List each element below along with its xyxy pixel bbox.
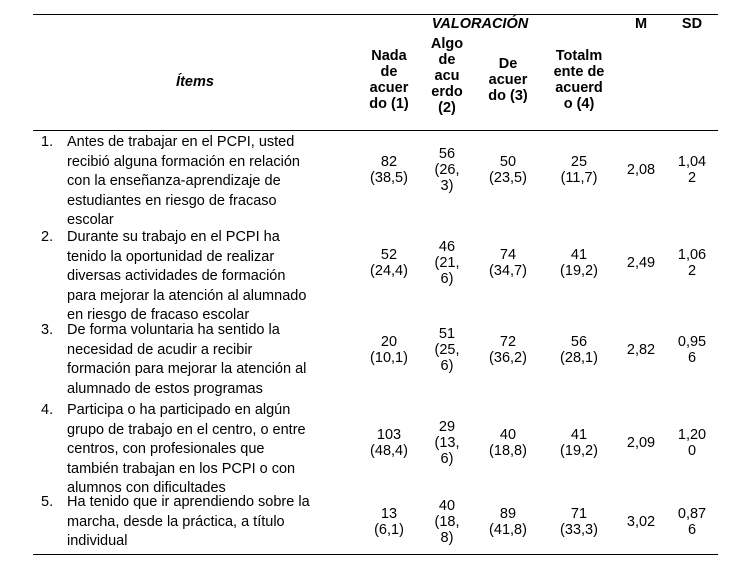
- item-text: De forma voluntaria ha sentido la necesidad de acudir a recibir formación para mejorar la atención al alumnado de estos programas: [67, 322, 307, 397]
- de-cell: 74 (34,7): [489, 247, 527, 279]
- sd-cell: 1,06 2: [677, 247, 707, 279]
- totalmente-cell: 56 (28,1): [560, 334, 598, 366]
- col-header-nada: Nada de acuer do (1): [369, 48, 409, 112]
- m-cell: 2,09: [626, 435, 656, 451]
- item-number: 2.: [41, 229, 54, 245]
- item-number: 3.: [41, 322, 54, 338]
- item-number: 4.: [41, 402, 54, 418]
- m-cell: 3,02: [626, 514, 656, 530]
- col-header-algo: Algo de acu erdo (2): [430, 36, 464, 116]
- item-text: Participa o ha participado en algún grupo de trabajo en el centro, o entre centros, con profesionales que también trabajan en los PCPI o con alumnos con dificultades: [67, 402, 306, 496]
- totalmente-cell: 25 (11,7): [560, 154, 598, 186]
- m-cell: 2,82: [626, 342, 656, 358]
- valoracion-header: VALORACIÓN: [431, 16, 529, 32]
- totalmente-cell: 71 (33,3): [560, 506, 598, 538]
- col-header-totalmente: Totalm ente de acuerd o (4): [553, 48, 605, 112]
- nada-cell: 103 (48,4): [370, 427, 408, 459]
- nada-cell: 52 (24,4): [370, 247, 408, 279]
- bottom-rule: [33, 554, 718, 555]
- top-rule: [33, 14, 718, 15]
- de-cell: 89 (41,8): [489, 506, 527, 538]
- header-rule: [33, 130, 718, 131]
- totalmente-cell: 41 (19,2): [560, 427, 598, 459]
- item-text: Antes de trabajar en el PCPI, usted recibió alguna formación en relación con la enseñanza-aprendizaje de estudiantes en riesgo de fracaso escolar: [67, 134, 300, 228]
- nada-cell: 20 (10,1): [370, 334, 408, 366]
- item-text: Durante su trabajo en el PCPI ha tenido la oportunidad de realizar diversas actividades de formación para mejorar la atención al alumnado en riesgo de fracaso escolar: [67, 229, 307, 323]
- sd-cell: 0,87 6: [677, 506, 707, 538]
- item-number: 5.: [41, 494, 54, 510]
- col-header-de: De acuer do (3): [488, 56, 528, 104]
- algo-cell: 29 (13, 6): [434, 419, 460, 467]
- algo-cell: 56 (26, 3): [434, 146, 460, 194]
- sd-cell: 1,20 0: [677, 427, 707, 459]
- items-header: Ítems: [176, 74, 214, 90]
- sd-header: SD: [681, 16, 703, 32]
- totalmente-cell: 41 (19,2): [560, 247, 598, 279]
- algo-cell: 51 (25, 6): [434, 326, 460, 374]
- m-header: M: [634, 16, 648, 32]
- item-number: 1.: [41, 134, 54, 150]
- item-text: Ha tenido que ir aprendiendo sobre la marcha, desde la práctica, a título individual: [67, 494, 310, 549]
- m-cell: 2,08: [626, 162, 656, 178]
- de-cell: 72 (36,2): [489, 334, 527, 366]
- nada-cell: 13 (6,1): [374, 506, 404, 538]
- de-cell: 50 (23,5): [489, 154, 527, 186]
- algo-cell: 46 (21, 6): [434, 239, 460, 287]
- de-cell: 40 (18,8): [489, 427, 527, 459]
- nada-cell: 82 (38,5): [370, 154, 408, 186]
- sd-cell: 0,95 6: [677, 334, 707, 366]
- sd-cell: 1,04 2: [677, 154, 707, 186]
- algo-cell: 40 (18, 8): [434, 498, 460, 546]
- m-cell: 2,49: [626, 255, 656, 271]
